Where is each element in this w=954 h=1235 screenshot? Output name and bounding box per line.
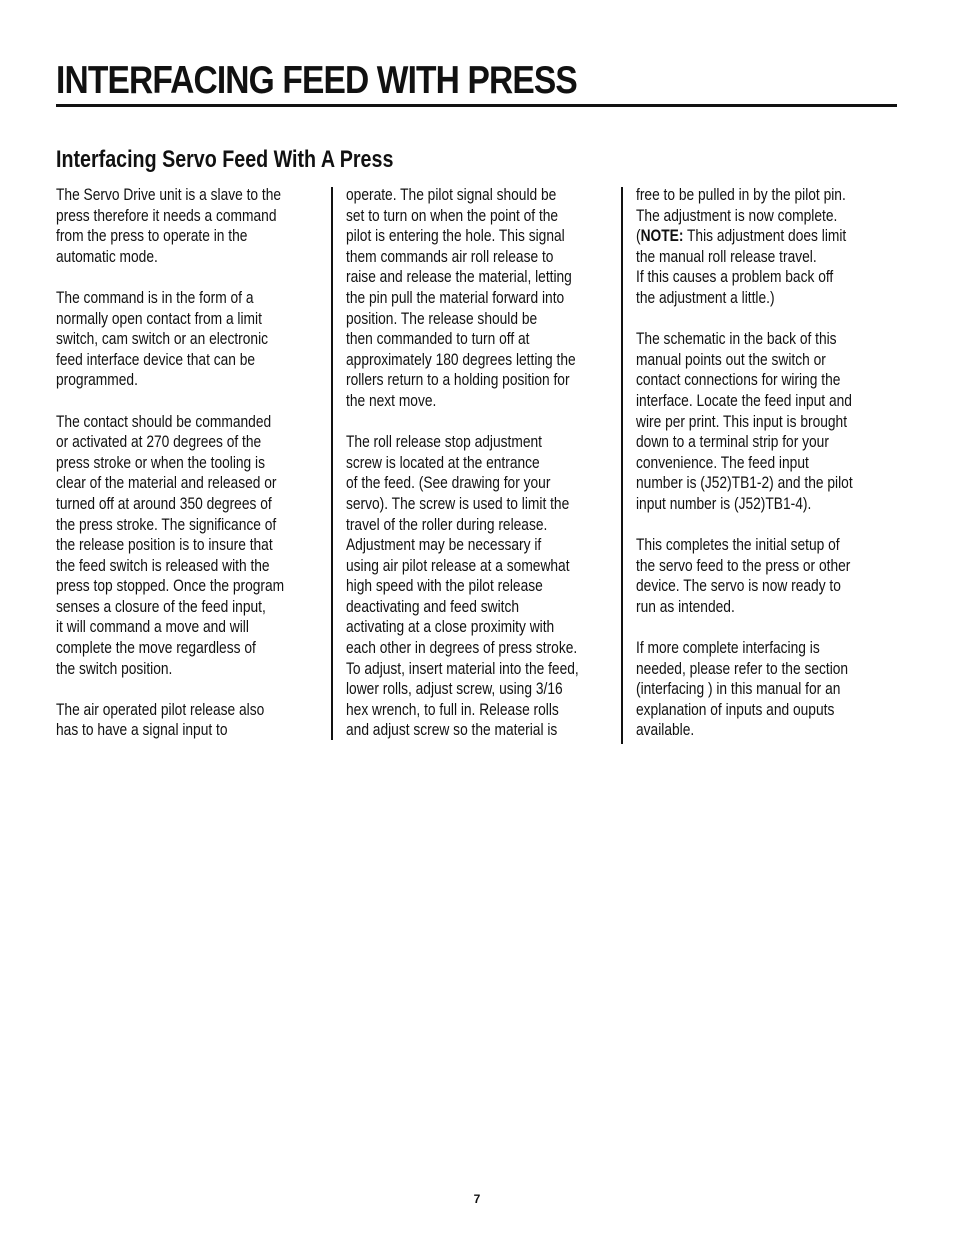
text-column-2 — [346, 185, 614, 741]
text-line — [346, 597, 568, 618]
text-line — [56, 597, 278, 618]
text-line — [636, 535, 858, 556]
text-line — [56, 185, 282, 206]
paragraph-gap — [56, 267, 324, 288]
text-line-content: device. The servo is now ready to — [636, 576, 841, 596]
text-line — [636, 659, 858, 680]
text-line-content: The roll release stop adjustment — [346, 432, 542, 452]
text-line-content: To adjust, insert material into the feed, — [346, 658, 579, 678]
text-line-content: press therefore it needs a command — [56, 205, 277, 225]
text-line-content: senses a closure of the feed input, — [56, 596, 266, 616]
text-line-content: convenience. The feed input — [636, 452, 809, 472]
text-line-content: each other in degrees of press stroke. — [346, 638, 578, 658]
text-line-content: normally open contact from a limit — [56, 308, 262, 328]
text-line-content: hex wrench, to full in. Release rolls — [346, 699, 559, 719]
note-text: This adjustment does limit — [683, 226, 847, 246]
text-line-content: set to turn on when the point of the — [346, 205, 559, 225]
text-line — [636, 576, 858, 597]
text-line-content: or activated at 270 degrees of the — [56, 432, 262, 452]
text-line — [56, 659, 278, 680]
text-column-1 — [56, 185, 324, 741]
text-line — [56, 473, 278, 494]
text-line — [346, 267, 572, 288]
text-line — [346, 247, 568, 268]
text-line — [636, 267, 858, 288]
text-line — [346, 309, 568, 330]
paragraph-gap — [56, 679, 324, 700]
text-line-content: The air operated pilot release also — [56, 699, 265, 719]
text-line — [346, 679, 568, 700]
text-line — [346, 556, 568, 577]
text-line — [636, 329, 858, 350]
text-line — [346, 432, 568, 453]
text-line-content: ( — [636, 226, 641, 246]
text-line-content: programmed. — [56, 370, 138, 390]
text-line — [56, 515, 278, 536]
text-line-content: the switch position. — [56, 658, 173, 678]
text-line-content: press top stopped. Once the program — [56, 576, 285, 596]
text-line-content: approximately 180 degrees letting the — [346, 349, 576, 369]
text-line — [636, 247, 858, 268]
text-line — [56, 700, 278, 721]
text-line — [56, 206, 278, 227]
text-line-content: activating at a close proximity with — [346, 617, 555, 637]
text-line-content: rollers return to a holding position for — [346, 370, 570, 390]
text-line — [346, 515, 568, 536]
text-line — [636, 700, 858, 721]
text-line-content: wire per print. This input is brought — [636, 411, 848, 431]
text-line-content: This completes the initial setup of — [636, 535, 840, 555]
text-line — [636, 412, 858, 433]
text-line-content: If more complete interfacing is — [636, 638, 820, 658]
text-line-content: The adjustment is now complete. — [636, 205, 838, 225]
text-line-content: using air pilot release at a somewhat — [346, 555, 570, 575]
text-line-content: operate. The pilot signal should be — [346, 185, 557, 204]
text-line-content: Adjustment may be necessary if — [346, 535, 542, 555]
text-line — [636, 494, 858, 515]
text-line — [56, 617, 278, 638]
text-line-content: has to have a signal input to — [56, 720, 228, 740]
text-line-content: feed interface device that can be — [56, 349, 256, 369]
text-line — [636, 453, 858, 474]
text-line — [636, 350, 858, 371]
text-line — [636, 473, 858, 494]
text-line-content: free to be pulled in by the pilot pin. — [636, 185, 846, 204]
title-rule — [56, 104, 897, 107]
text-line-content: of the feed. (See drawing for your — [346, 473, 551, 493]
text-line — [636, 288, 858, 309]
text-line — [56, 226, 278, 247]
text-line — [636, 370, 858, 391]
text-line-content: The Servo Drive unit is a slave to the — [56, 185, 282, 204]
text-line — [636, 638, 858, 659]
text-line — [346, 349, 576, 371]
text-line-content: clear of the material and released or — [56, 473, 277, 493]
text-line — [56, 638, 278, 659]
text-line — [56, 350, 278, 371]
text-line — [346, 473, 568, 494]
text-line — [636, 185, 858, 206]
page-number: 7 — [473, 1192, 481, 1206]
text-line — [346, 535, 568, 556]
text-line — [346, 185, 568, 206]
text-line — [56, 535, 278, 556]
text-line-content: and adjust screw so the material is — [346, 720, 558, 740]
text-line — [56, 247, 278, 268]
text-line — [56, 720, 278, 741]
text-line-content: run as intended. — [636, 596, 735, 616]
text-line — [56, 432, 278, 453]
text-line-content: high speed with the pilot release — [346, 576, 543, 596]
text-line — [636, 226, 858, 247]
text-line — [636, 206, 858, 227]
paragraph-gap — [346, 412, 614, 433]
text-line-content: the servo feed to the press or other — [636, 555, 851, 575]
text-column-3 — [636, 185, 904, 741]
text-line-content: pilot is entering the hole. This signal — [346, 226, 565, 246]
text-line-content: the pin pull the material forward into — [346, 287, 565, 307]
text-line — [346, 206, 568, 227]
text-line — [636, 720, 858, 741]
text-line — [346, 453, 568, 474]
text-line-content: available. — [636, 720, 695, 740]
text-line — [346, 494, 568, 515]
text-line-content: switch, cam switch or an electronic — [56, 329, 269, 349]
text-line-content: manual points out the switch or — [636, 349, 826, 369]
text-line-content: interface. Locate the feed input and — [636, 390, 852, 410]
text-line-content: the adjustment a little.) — [636, 287, 775, 307]
text-line-content: needed, please refer to the section — [636, 658, 849, 678]
text-line — [636, 597, 858, 618]
text-line — [636, 679, 858, 700]
text-line — [346, 576, 568, 597]
text-line — [636, 432, 858, 453]
text-line — [56, 370, 278, 391]
text-line-content: number is (J52)TB1-2) and the pilot — [636, 473, 853, 493]
text-line-content: The command is in the form of a — [56, 287, 254, 307]
column-divider-2 — [621, 187, 623, 744]
paragraph-gap — [636, 617, 904, 638]
text-line-content: The contact should be commanded — [56, 411, 272, 431]
text-line-content: (interfacing ) in this manual for an — [636, 679, 841, 699]
text-line-content: position. The release should be — [346, 308, 538, 328]
text-line — [56, 288, 278, 309]
text-line-content: the release position is to insure that — [56, 535, 273, 555]
text-line-content: raise and release the material, letting — [346, 267, 572, 287]
text-line-content: The schematic in the back of this — [636, 329, 837, 349]
text-line — [56, 556, 278, 577]
text-line-content: servo). The screw is used to limit the — [346, 493, 570, 513]
text-line-content: the manual roll release travel. — [636, 246, 817, 266]
text-line-content: from the press to operate in the — [56, 226, 248, 246]
text-line-content: input number is (J52)TB1-4). — [636, 493, 812, 513]
text-line — [56, 494, 278, 515]
text-line — [56, 453, 278, 474]
text-line-content: travel of the roller during release. — [346, 514, 548, 534]
text-line-content: complete the move regardless of — [56, 638, 256, 658]
text-line — [346, 226, 568, 247]
text-line — [636, 556, 858, 577]
text-line-content: the feed switch is released with the — [56, 555, 270, 575]
text-line — [56, 576, 285, 597]
text-line — [346, 329, 568, 350]
text-line — [346, 638, 578, 659]
text-line — [346, 658, 579, 680]
text-line-content: deactivating and feed switch — [346, 596, 520, 616]
text-line-content: the press stroke. The significance of — [56, 514, 277, 534]
paragraph-gap — [56, 391, 324, 412]
text-line — [346, 391, 568, 412]
text-line — [636, 391, 858, 412]
text-line-content: down to a terminal strip for your — [636, 432, 829, 452]
text-line-content: contact connections for wiring the — [636, 370, 841, 390]
text-line — [346, 617, 568, 638]
column-divider-1 — [331, 187, 333, 740]
paragraph-gap — [636, 309, 904, 330]
page-title: INTERFACING FEED WITH PRESS — [56, 59, 577, 102]
text-line-content: it will command a move and will — [56, 617, 249, 637]
text-line-content: screw is located at the entrance — [346, 452, 540, 472]
section-heading: Interfacing Servo Feed With A Press — [56, 146, 394, 173]
text-line — [346, 700, 568, 721]
text-line — [346, 370, 568, 391]
text-line-content: press stroke or when the tooling is — [56, 452, 266, 472]
text-line-content: them commands air roll release to — [346, 246, 554, 266]
text-line — [56, 309, 278, 330]
note-label: NOTE: — [640, 226, 684, 246]
text-line-content: explanation of inputs and ouputs — [636, 699, 835, 719]
text-line-content: If this causes a problem back off — [636, 267, 834, 287]
text-line-content: then commanded to turn off at — [346, 329, 530, 349]
text-line — [346, 288, 568, 309]
text-line — [56, 329, 278, 350]
text-line-content: turned off at around 350 degrees of — [56, 493, 272, 513]
paragraph-gap — [636, 515, 904, 536]
text-line-content: the next move. — [346, 390, 437, 410]
text-line — [346, 720, 568, 741]
text-line — [56, 412, 278, 433]
text-line-content: lower rolls, adjust screw, using 3/16 — [346, 679, 563, 699]
text-line-content: automatic mode. — [56, 246, 158, 266]
